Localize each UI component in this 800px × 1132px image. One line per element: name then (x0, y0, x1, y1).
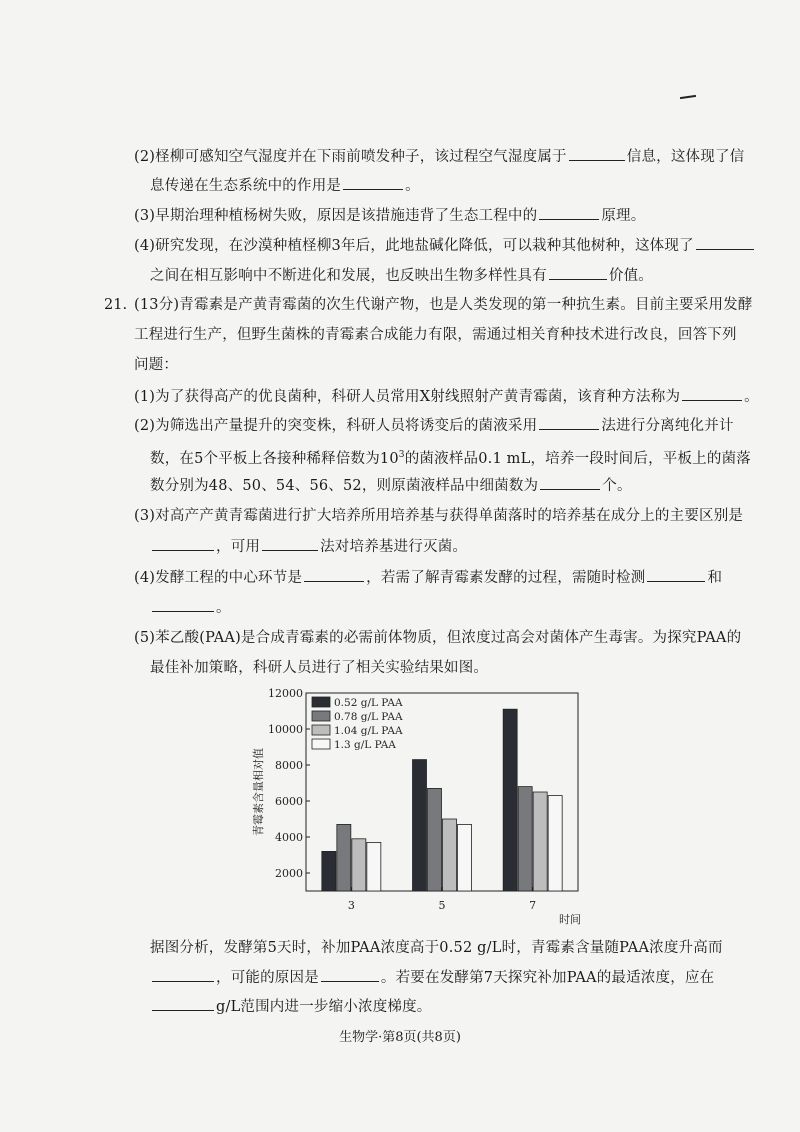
y-axis-label: 青霉素含量相对值 (252, 748, 265, 836)
q21-4-line2: 。 (150, 597, 231, 618)
q21-2-line1: (2)为筛选出产量提升的突变株，科研人员将诱变后的菌液采用 法进行分离纯化并计 (134, 415, 734, 436)
answer-blank[interactable] (152, 597, 214, 612)
answer-blank[interactable] (152, 996, 214, 1011)
legend-label-2: 1.04 g/L PAA (334, 725, 403, 737)
corner-mark (680, 95, 696, 99)
x-tick-label: 7 (529, 899, 537, 912)
answer-blank[interactable] (549, 265, 607, 280)
answer-blank[interactable] (321, 967, 379, 982)
answer-blank[interactable] (647, 567, 705, 582)
y-tick-label: 4000 (275, 831, 303, 844)
q21-5-line2: 最佳补加策略，科研人员进行了相关实验结果如图。 (150, 660, 489, 676)
answer-blank[interactable] (682, 386, 742, 401)
y-tick-label: 10000 (268, 723, 303, 736)
x-tick-label: 5 (438, 899, 446, 912)
bar-3-2 (352, 839, 366, 891)
answer-blank[interactable] (152, 536, 214, 551)
bar-5-2 (443, 819, 457, 891)
y-tick-label: 12000 (268, 687, 303, 700)
bar-3-3 (367, 842, 381, 891)
q21-2-line2: 数，在5个平板上各接种稀释倍数为$10^3$的菌液样品0.1 mL，培养一段时间后，平板上的菌落 (150, 450, 751, 467)
q20-4-line1: (4)研究发现，在沙漠种植柽柳3年后，此地盐碱化降低，可以栽种其他树种，这体现了 (134, 235, 756, 256)
answer-blank[interactable] (343, 175, 403, 190)
q20-4-line2: 之间在相互影响中不断进化和发展，也反映出生物多样性具有 价值。 (150, 265, 653, 286)
legend-swatch-3 (312, 739, 330, 749)
q20-2-line1: (2)柽柳可感知空气湿度并在下雨前喷发种子，该过程空气湿度属于 信息，这体现了信 (134, 146, 744, 167)
legend-label-1: 0.78 g/L PAA (334, 711, 403, 723)
bar-5-0 (413, 760, 427, 891)
legend-swatch-1 (312, 711, 330, 721)
page-footer: 生物学·第8页(共8页) (339, 1030, 461, 1045)
y-tick-label: 2000 (275, 867, 303, 880)
q21-1-line: (1)为了获得高产的优良菌种，科研人员常用X射线照射产黄青霉菌，该育种方法称为 。 (134, 386, 759, 407)
q20-3-line: (3)早期治理种植杨树失败，原因是该措施违背了生态工程中的 原理。 (134, 205, 645, 226)
bar-7-2 (533, 792, 547, 891)
q21-6-line2: ，可能的原因是 。若要在发酵第7天探究补加PAA的最适浓度，应在 (150, 967, 714, 988)
answer-blank[interactable] (152, 967, 214, 982)
question-number: 21. (104, 297, 128, 313)
bar-7-0 (503, 709, 517, 891)
legend-swatch-0 (312, 697, 330, 707)
chart-container (240, 685, 600, 925)
bar-5-1 (428, 788, 442, 891)
q21-stem-line1: (13分)青霉素是产黄青霉菌的次生代谢产物，也是人类发现的第一种抗生素。目前主要采用发酵 (134, 297, 753, 313)
bar-3-0 (322, 851, 336, 891)
q21-3-line1: (3)对高产产黄青霉菌进行扩大培养所用培养基与获得单菌落时的培养基在成分上的主要区别是 (134, 508, 744, 524)
answer-blank[interactable] (304, 567, 364, 582)
bar-7-1 (518, 787, 532, 891)
y-tick-label: 8000 (275, 759, 303, 772)
bar-chart (240, 685, 600, 925)
bar-7-3 (548, 796, 562, 891)
answer-blank[interactable] (696, 235, 754, 250)
q21-6-line3: g/L范围内进一步缩小浓度梯度。 (150, 996, 432, 1017)
answer-blank[interactable] (569, 146, 625, 161)
q21-3-line2: ，可用 法对培养基进行灭菌。 (150, 536, 467, 557)
q21-2-line3: 数分别为48、50、54、56、52，则原菌液样品中细菌数为 个。 (150, 475, 632, 496)
q21-stem-line2: 工程进行生产，但野生菌株的青霉素合成能力有限，需通过相关育种技术进行改良，回答下列 (134, 327, 737, 343)
legend-swatch-2 (312, 725, 330, 735)
x-axis-label: 时间 (559, 913, 581, 925)
q21-4-line1: (4)发酵工程的中心环节是 ，若需了解青霉素发酵的过程，需随时检测 和 (134, 567, 722, 588)
answer-blank[interactable] (539, 205, 599, 220)
bar-5-3 (458, 824, 472, 891)
q20-2-line2: 息传递在生态系统中的作用是 。 (150, 175, 420, 196)
answer-blank[interactable] (540, 475, 600, 490)
q21-stem-line3: 问题： (134, 357, 179, 373)
answer-blank[interactable] (262, 536, 318, 551)
y-tick-label: 6000 (275, 795, 303, 808)
legend-label-0: 0.52 g/L PAA (334, 697, 403, 709)
q21-6-line1: 据图分析，发酵第5天时，补加PAA浓度高于0.52 g/L时，青霉素含量随PAA浓度升高而 (150, 940, 723, 956)
legend-label-3: 1.3 g/L PAA (334, 739, 396, 751)
q21-5-line1: (5)苯乙酸(PAA)是合成青霉素的必需前体物质，但浓度过高会对菌体产生毒害。为探究PAA的 (134, 630, 742, 646)
x-tick-label: 3 (347, 899, 355, 912)
answer-blank[interactable] (539, 415, 599, 430)
bar-3-1 (337, 824, 351, 891)
